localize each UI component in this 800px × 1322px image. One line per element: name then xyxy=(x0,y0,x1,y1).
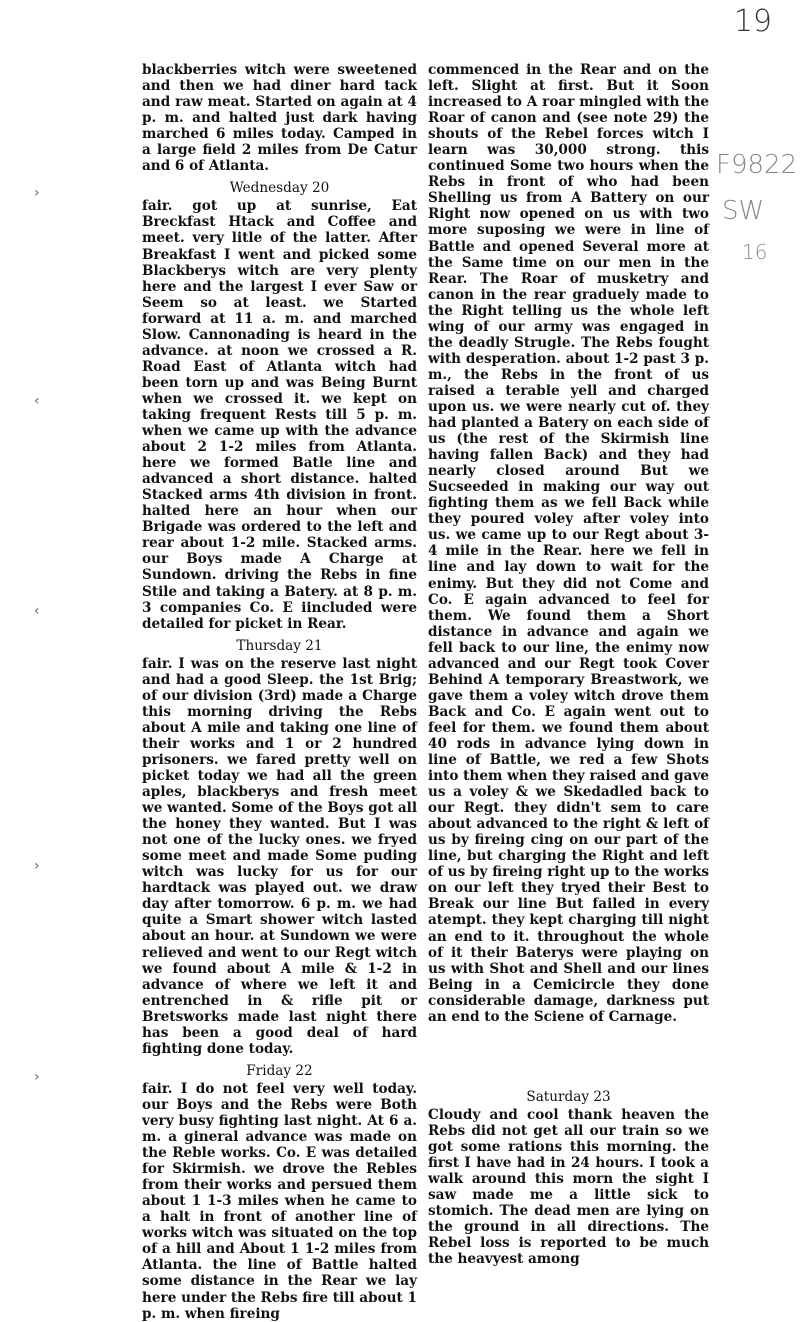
paragraph: fair. I was on the reserve last night and had a good Sleep. the 1st Brig; of our division (3rd) made a Charge this morning driving the Rebs about A mile and taking one line of their works and 1 or 2 hundred prisoners. we fared pretty well on picket today we had all the green aples, blackberys and fresh meet we wanted. Some of the Boys got all the honey they wanted. But I was not one of the lucky ones. we fryed some meet and made Some puding witch was lucky for us for our hardtack was played out. we draw day after tomorrow. 6 p. m. we had quite a Smart shower witch lasted about an hour. at Sundown we were relieved and went to our Regt witch we found about A mile & 1-2 in advance of where we left it and entrenched in & rifle pit or Bretsworks made last night there has been a good deal of hard fighting done today. xyxy=(142,655,417,1057)
paragraph: Cloudy and cool thank heaven the Rebs did not get all our train so we got some rations this morning. the first I have had in 24 hours. I took a walk around this morn the sight I saw made me a little sick to stomich. The dead men are lying on the ground in all directions. The Rebel loss is reported to be much the heavyest among xyxy=(428,1106,709,1268)
binding-mark: › xyxy=(34,185,40,201)
day-heading-wednesday: Wednesday 20 xyxy=(229,180,330,197)
paragraph: fair. I do not feel very well today. our Boys and the Rebs were Both very busy fighting last night. At 6 a. m. a gineral advance was made on the Reble works. Co. E was detailed for Skirmish. we drove the Rebles from their works and persued them about 1 1-3 miles when he came to a halt in front of another line of works witch was situated on the top of a hill and About 1 1-2 miles from Atlanta. the line of Battle halted some distance in the Rear we lay here under the Rebs fire till about 1 p. m. when fireing xyxy=(142,1080,417,1322)
paragraph: commenced in the Rear and on the left. Slight at first. But it Soon increased to A roar mingled with the Roar of canon and (see note 29) the shouts of the Rebel forces witch I learn was 30,000 strong. this continued Some two hours when the Rebs in front of who had been Shelling us from A Battery on our Right now opened on us with two more suposing we were in line of Battle and opened Several more at the Same time on our men in the Rear. The Roar of musketry and canon in the rear graduely made to the Right telling us the whole left wing of our army was engaged in the deadly Strugle. The Rebs fought with desperation. about 1-2 past 3 p. m., the Rebs in the front of us raised a terable yell and charged upon us. we were nearly cut of. they had planted a Batery on each side of us (the rest of the Skirmish line having fallen Back) and they had nearly closed around But we Sucseeded in making our way out fighting them as we fell Back while they poured voley after voley into us. we came up to our Regt about 3-4 mile in the Rear. here we fell in line and lay down to wait for the enimy. But they did not Come and Co. E again advanced to feel for them. We found them a Short distance in advance and again we fell back to our line, the enimy now advanced and our Regt took Cover Behind A temporary Breastwork, we gave them a voley witch drove them Back and Co. E again went out to feel for them. we found them about 40 rods in advance lying down in line of Battle, we red a few Shots into them when they raised and gave us a voley & we Skedadled back to our Regt. they didn't sem to care about advanced to the right & left of us by fireing cing on our part of the line, but charging the Right and left of us by fireing right up to the works on our left they tryed their Best to Break our line But failed in every atempt. they kept charging till night an end to it. throughout the whole of it their Baterys were playing on us with Shot and Shell and our lines Being in a Cemicircle they done considerable damage, darkness put an end to the Sciene of Carnage. xyxy=(428,62,709,1025)
left-column xyxy=(142,62,417,1322)
day-heading-friday: Friday 22 xyxy=(246,1062,313,1079)
paragraph: blackberries witch were sweetened and then we had diner hard tack and raw meat. Started on again at 4 p. m. and halted just dark having marched 6 miles today. Camped in a large field 2 miles from De Catur and 6 of Atlanta. xyxy=(142,62,417,175)
margin-note-initials: SW xyxy=(722,196,765,226)
right-column xyxy=(428,62,709,1267)
page-number: 19 xyxy=(733,4,772,39)
binding-mark: ‹ xyxy=(34,393,40,409)
binding-mark: › xyxy=(34,1069,40,1085)
margin-note-catalog: F9822 xyxy=(716,150,798,180)
day-heading-saturday: Saturday 23 xyxy=(526,1088,611,1105)
paragraph: fair. got up at sunrise, Eat Breckfast Htack and Coffee and meet. very litle of the latter. After Breakfast I went and picked some Blackberys witch are very plenty here and the largest I ever Saw or Seem so at least. we Started forward at 11 a. m. and marched Slow. Cannonading is heard in the advance. at noon we crossed a R. Road East of Atlanta witch had been torn up and was Being Burnt when we crossed it. we kept on taking frequent Rests till 5 p. m. when we came up with the advance about 2 1-2 miles from Atlanta. here we formed Batle line and advanced a short distance. halted Stacked arms 4th division in front. halted here an hour when our Brigade was ordered to the left and rear about 1-2 mile. Stacked arms. our Boys made A Charge at Sundown. driving the Rebs in fine Stile and taking a Batery. at 8 p. m. 3 companies Co. E iincluded were detailed for picket in Rear. xyxy=(142,198,417,632)
binding-mark: ‹ xyxy=(34,603,40,619)
day-heading-thursday: Thursday 21 xyxy=(236,637,323,654)
binding-mark: › xyxy=(34,858,40,874)
gap xyxy=(428,1025,709,1083)
margin-note-number: 16 xyxy=(742,240,768,264)
